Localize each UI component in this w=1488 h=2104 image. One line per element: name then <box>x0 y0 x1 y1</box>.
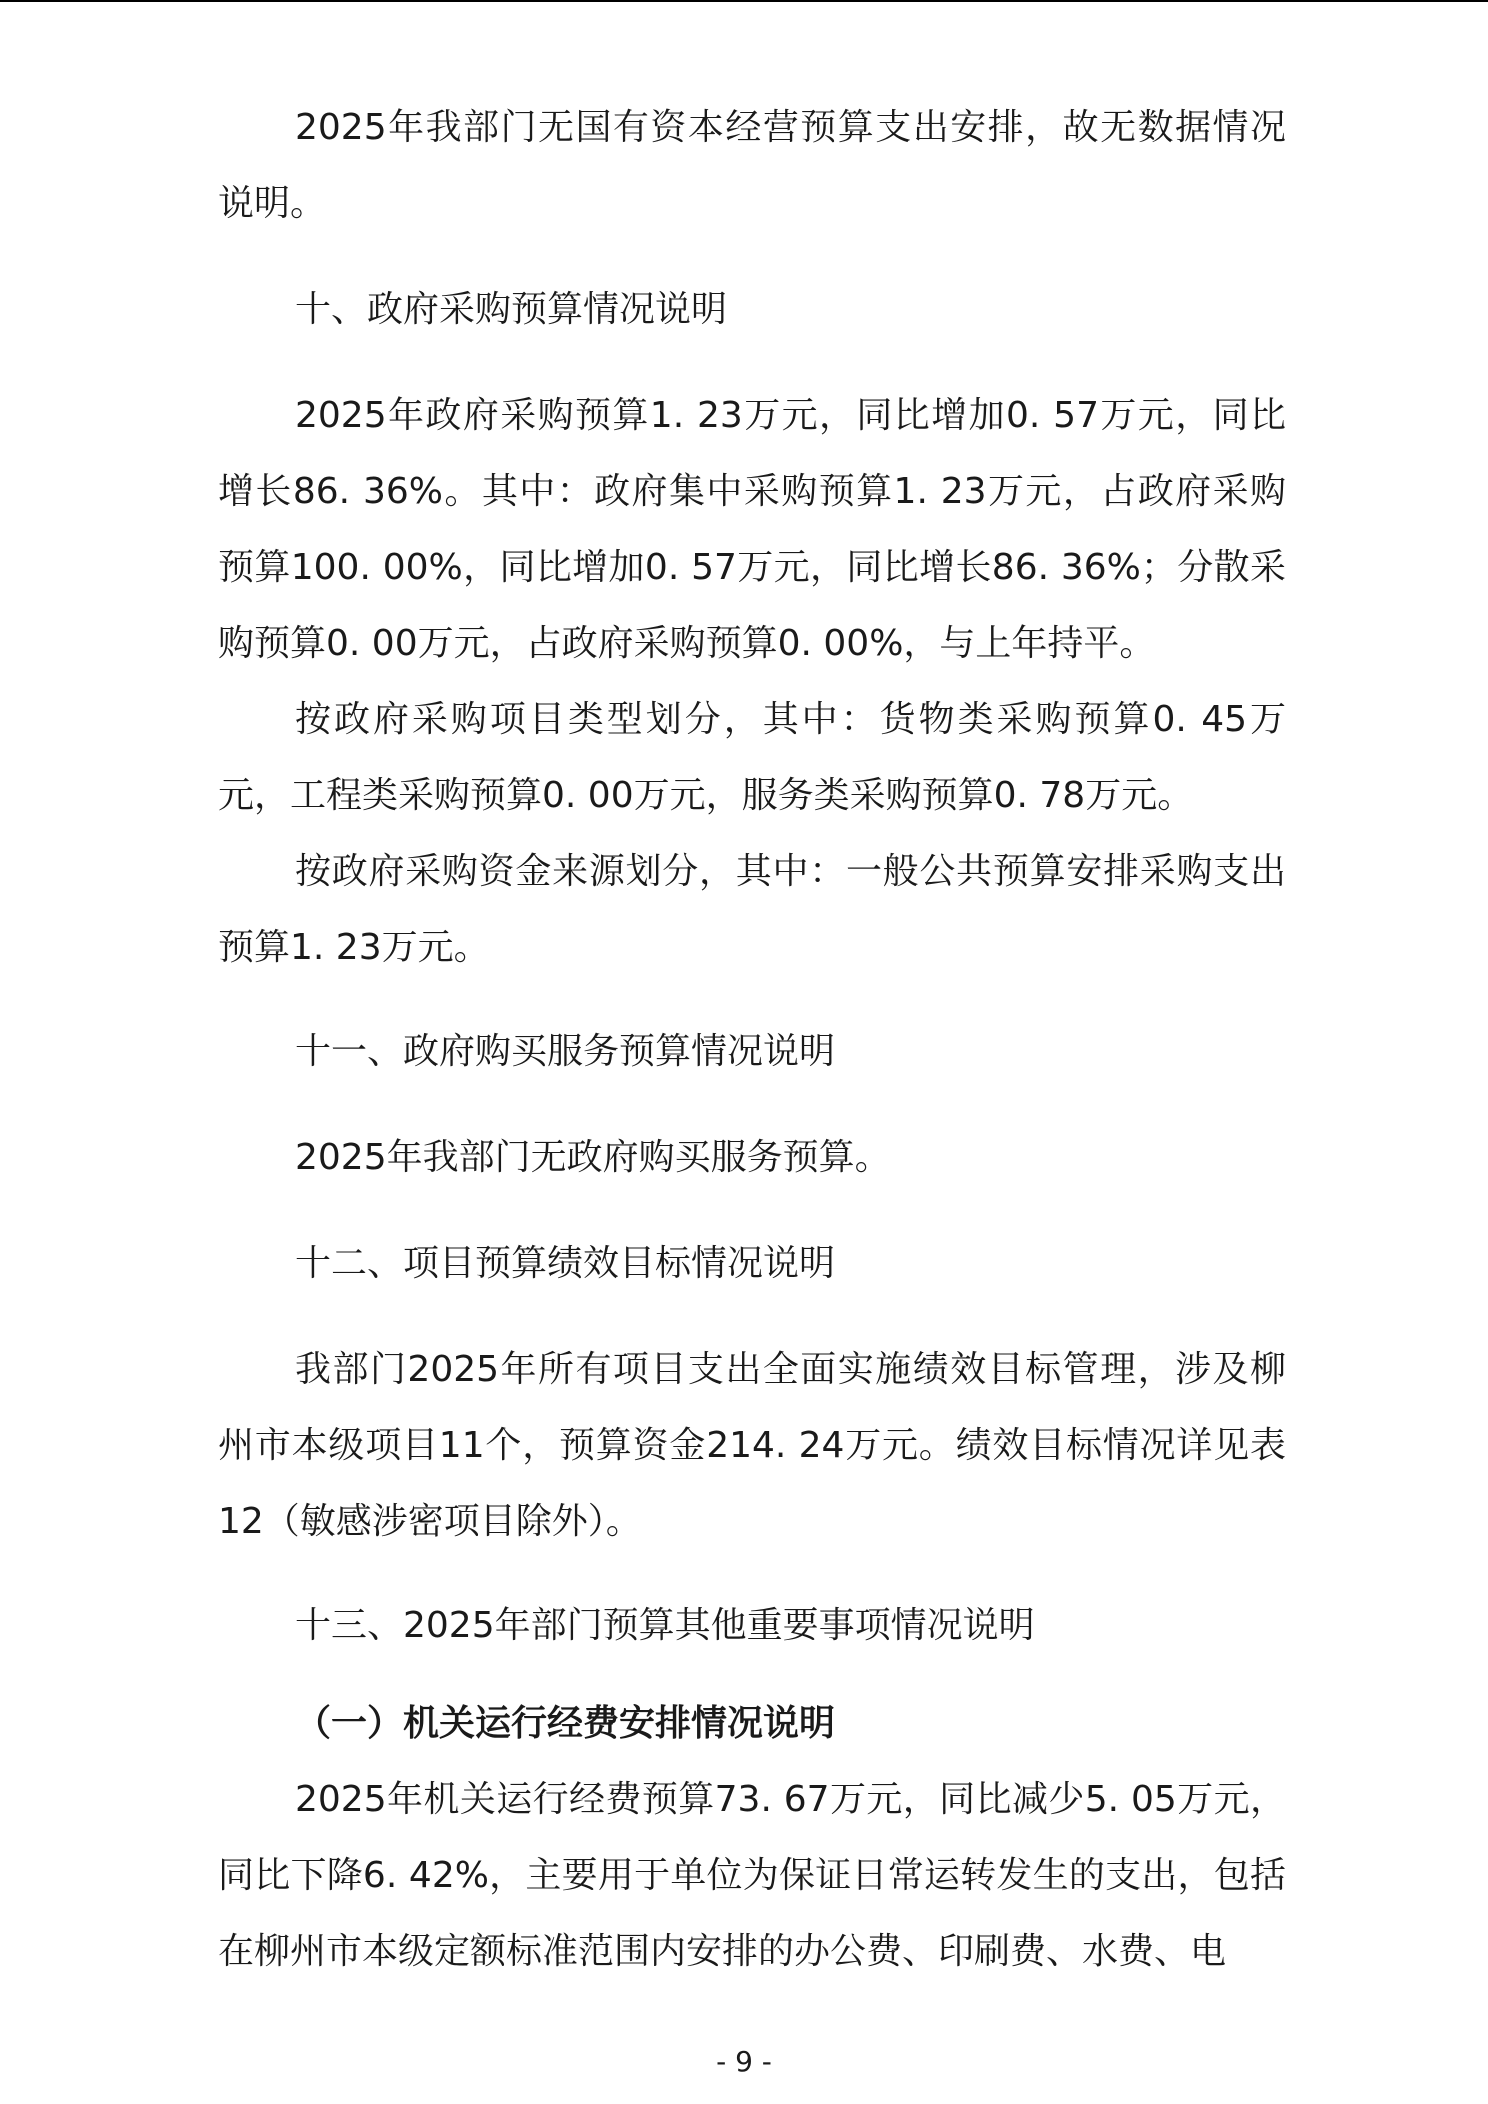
paragraph-procurement-by-type: 按政府采购项目类型划分，其中：货物类采购预算0. 45万元，工程类采购预算0. 00万元，服务类采购预算0. 78万元。 <box>218 699 1286 816</box>
section-heading-government-procurement: 十、政府采购预算情况说明 <box>295 289 728 330</box>
paragraph-procurement-by-fund-source: 按政府采购资金来源划分，其中：一般公共预算安排采购支出预算1. 23万元。 <box>218 851 1286 968</box>
page-number: - 9 - <box>716 2045 772 2078</box>
paragraph-no-purchased-services: 2025年我部门无政府购买服务预算。 <box>295 1137 891 1178</box>
paragraph-operating-expenses: 2025年机关运行经费预算73. 67万元，同比减少5. 05万元，同比下降6. 42%，主要用于单位为保证日常运转发生的支出，包括在柳州市本级定额标准范围内安排的办公费、印刷费、水费、电 <box>218 1779 1286 1972</box>
document-page-body <box>218 90 1286 1990</box>
paragraph-no-state-capital-budget: 2025年我部门无国有资本经营预算支出安排，故无数据情况说明。 <box>218 107 1286 224</box>
top-border-line <box>0 0 1488 2</box>
paragraph-performance-targets: 我部门2025年所有项目支出全面实施绩效目标管理，涉及柳州市本级项目11个，预算资金214. 24万元。绩效目标情况详见表12（敏感涉密项目除外）。 <box>218 1349 1286 1542</box>
section-heading-performance-targets: 十二、项目预算绩效目标情况说明 <box>295 1243 836 1284</box>
section-heading-other-important-matters: 十三、2025年部门预算其他重要事项情况说明 <box>295 1605 1035 1646</box>
subsection-heading-operating-expenses: （一）机关运行经费安排情况说明 <box>295 1703 836 1744</box>
section-heading-purchased-services: 十一、政府购买服务预算情况说明 <box>295 1031 836 1072</box>
paragraph-procurement-budget-summary: 2025年政府采购预算1. 23万元，同比增加0. 57万元，同比增长86. 36%。其中：政府集中采购预算1. 23万元，占政府采购预算100. 00%，同比增加0. 57万元，同比增长86. 36%；分散采购预算0. 00万元，占政府采购预算0. 00%，与上年持平。 <box>218 395 1286 664</box>
